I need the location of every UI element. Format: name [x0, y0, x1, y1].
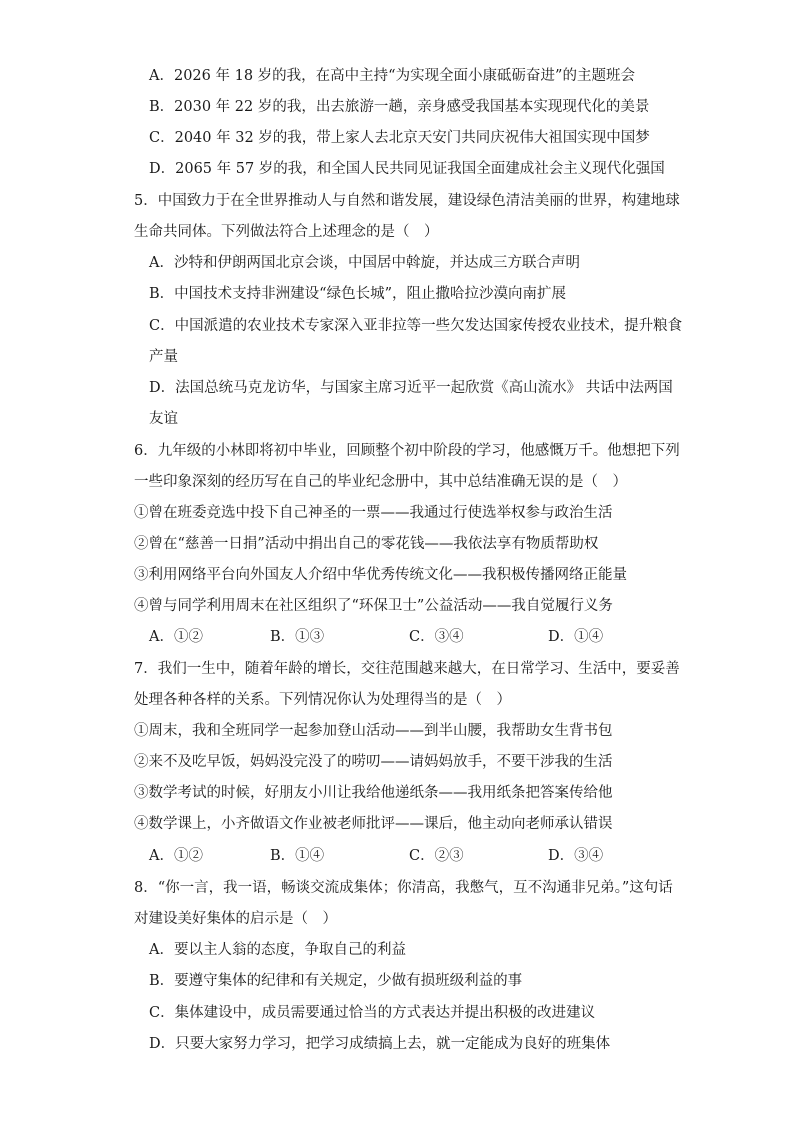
q4-option-a: A．2026 年 18 岁的我，在高中主持“为实现全面小康砥砺奋进”的主题班会: [149, 68, 635, 84]
q7-choice-d: D．③④: [548, 848, 604, 864]
q4-option-d: D．2065 年 57 岁的我，和全国人民共同见证我国全面建成社会主义现代化强国: [149, 161, 665, 177]
q7-stem-line-1: 7．我们一生中，随着年龄的增长，交往范围越来越大，在日常学习、生活中，要妥善: [134, 661, 680, 677]
q6-statement-4: ④曾与同学利用周末在社区组织了“环保卫士”公益活动——我自觉履行义务: [134, 598, 613, 614]
q6-stem-line-1: 6．九年级的小林即将初中毕业，回顾整个初中阶段的学习，他感慨万千。他想把下列: [134, 443, 680, 459]
q5-stem-line-2: 生命共同体。下列做法符合上述理念的是（ ）: [134, 224, 439, 240]
q5-option-c: C．中国派遣的农业技术专家深入亚非拉等一些欠发达国家传授农业技术，提升粮食: [149, 318, 683, 334]
q7-choice-a: A．①②: [149, 848, 203, 864]
q4-option-c: C．2040 年 32 岁的我，带上家人去北京天安门共同庆祝伟大祖国实现中国梦: [149, 130, 650, 146]
q6-statement-1: ①曾在班委竞选中投下自己神圣的一票——我通过行使选举权参与政治生活: [134, 505, 613, 521]
q5-option-a: A．沙特和伊朗两国北京会谈，中国居中斡旋，并达成三方联合声明: [149, 255, 580, 271]
q7-statement-1: ①周末，我和全班同学一起参加登山活动——到半山腰，我帮助女生背书包: [134, 723, 613, 739]
q8-stem-line-1: 8．“你一言，我一语，畅谈交流成集体；你清高，我憋气，互不沟通非兄弟。”这句话: [134, 880, 673, 896]
q8-option-b: B．要遵守集体的纪律和有关规定，少做有损班级利益的事: [149, 973, 523, 989]
q5-option-d: D．法国总统马克龙访华，与国家主席习近平一起欣赏《高山流水》 共话中法两国: [149, 380, 673, 396]
q5-stem-line-1: 5．中国致力于在全世界推动人与自然和谐发展，建设绿色清洁美丽的世界，构建地球: [134, 193, 680, 209]
q7-statement-3: ③数学考试的时候，好朋友小川让我给他递纸条——我用纸条把答案传给他: [134, 785, 613, 801]
q6-statement-3: ③利用网络平台向外国友人介绍中华优秀传统文化——我积极传播网络正能量: [134, 567, 627, 583]
q7-statement-2: ②来不及吃早饭，妈妈没完没了的唠叨——请妈妈放手，不要干涉我的生活: [134, 754, 613, 770]
q5-option-d-continued: 友谊: [149, 411, 178, 427]
q6-statement-2: ②曾在“慈善一日捐”活动中捐出自己的零花钱——我依法享有物质帮助权: [134, 536, 599, 552]
q6-choice-a: A．①②: [149, 629, 203, 645]
q8-option-d: D．只要大家努力学习，把学习成绩搞上去，就一定能成为良好的班集体: [149, 1036, 611, 1052]
q5-option-c-continued: 产量: [149, 349, 178, 365]
q7-choice-c: C．②③: [409, 848, 464, 864]
q6-choice-b: B．①③: [270, 629, 325, 645]
q4-option-b: B．2030 年 22 岁的我，出去旅游一趟，亲身感受我国基本实现现代化的美景: [149, 99, 650, 115]
q8-option-c: C．集体建设中，成员需要通过恰当的方式表达并提出积极的改进建议: [149, 1005, 596, 1021]
q7-stem-line-2: 处理各种各样的关系。下列情况你认为处理得当的是（ ）: [134, 692, 511, 708]
q8-stem-line-2: 对建设美好集体的启示是（ ）: [134, 911, 337, 927]
q8-option-a: A．要以主人翁的态度，争取自己的利益: [149, 942, 406, 958]
q5-option-b: B．中国技术支持非洲建设“绿色长城”，阻止撒哈拉沙漠向南扩展: [149, 286, 566, 302]
q7-choice-b: B．①④: [270, 848, 325, 864]
q6-choice-d: D．①④: [548, 629, 604, 645]
q7-statement-4: ④数学课上，小齐做语文作业被老师批评——课后，他主动向老师承认错误: [134, 816, 613, 832]
q6-choice-c: C．③④: [409, 629, 464, 645]
q6-stem-line-2: 一些印象深刻的经历写在自己的毕业纪念册中，其中总结准确无误的是（ ）: [134, 474, 627, 490]
